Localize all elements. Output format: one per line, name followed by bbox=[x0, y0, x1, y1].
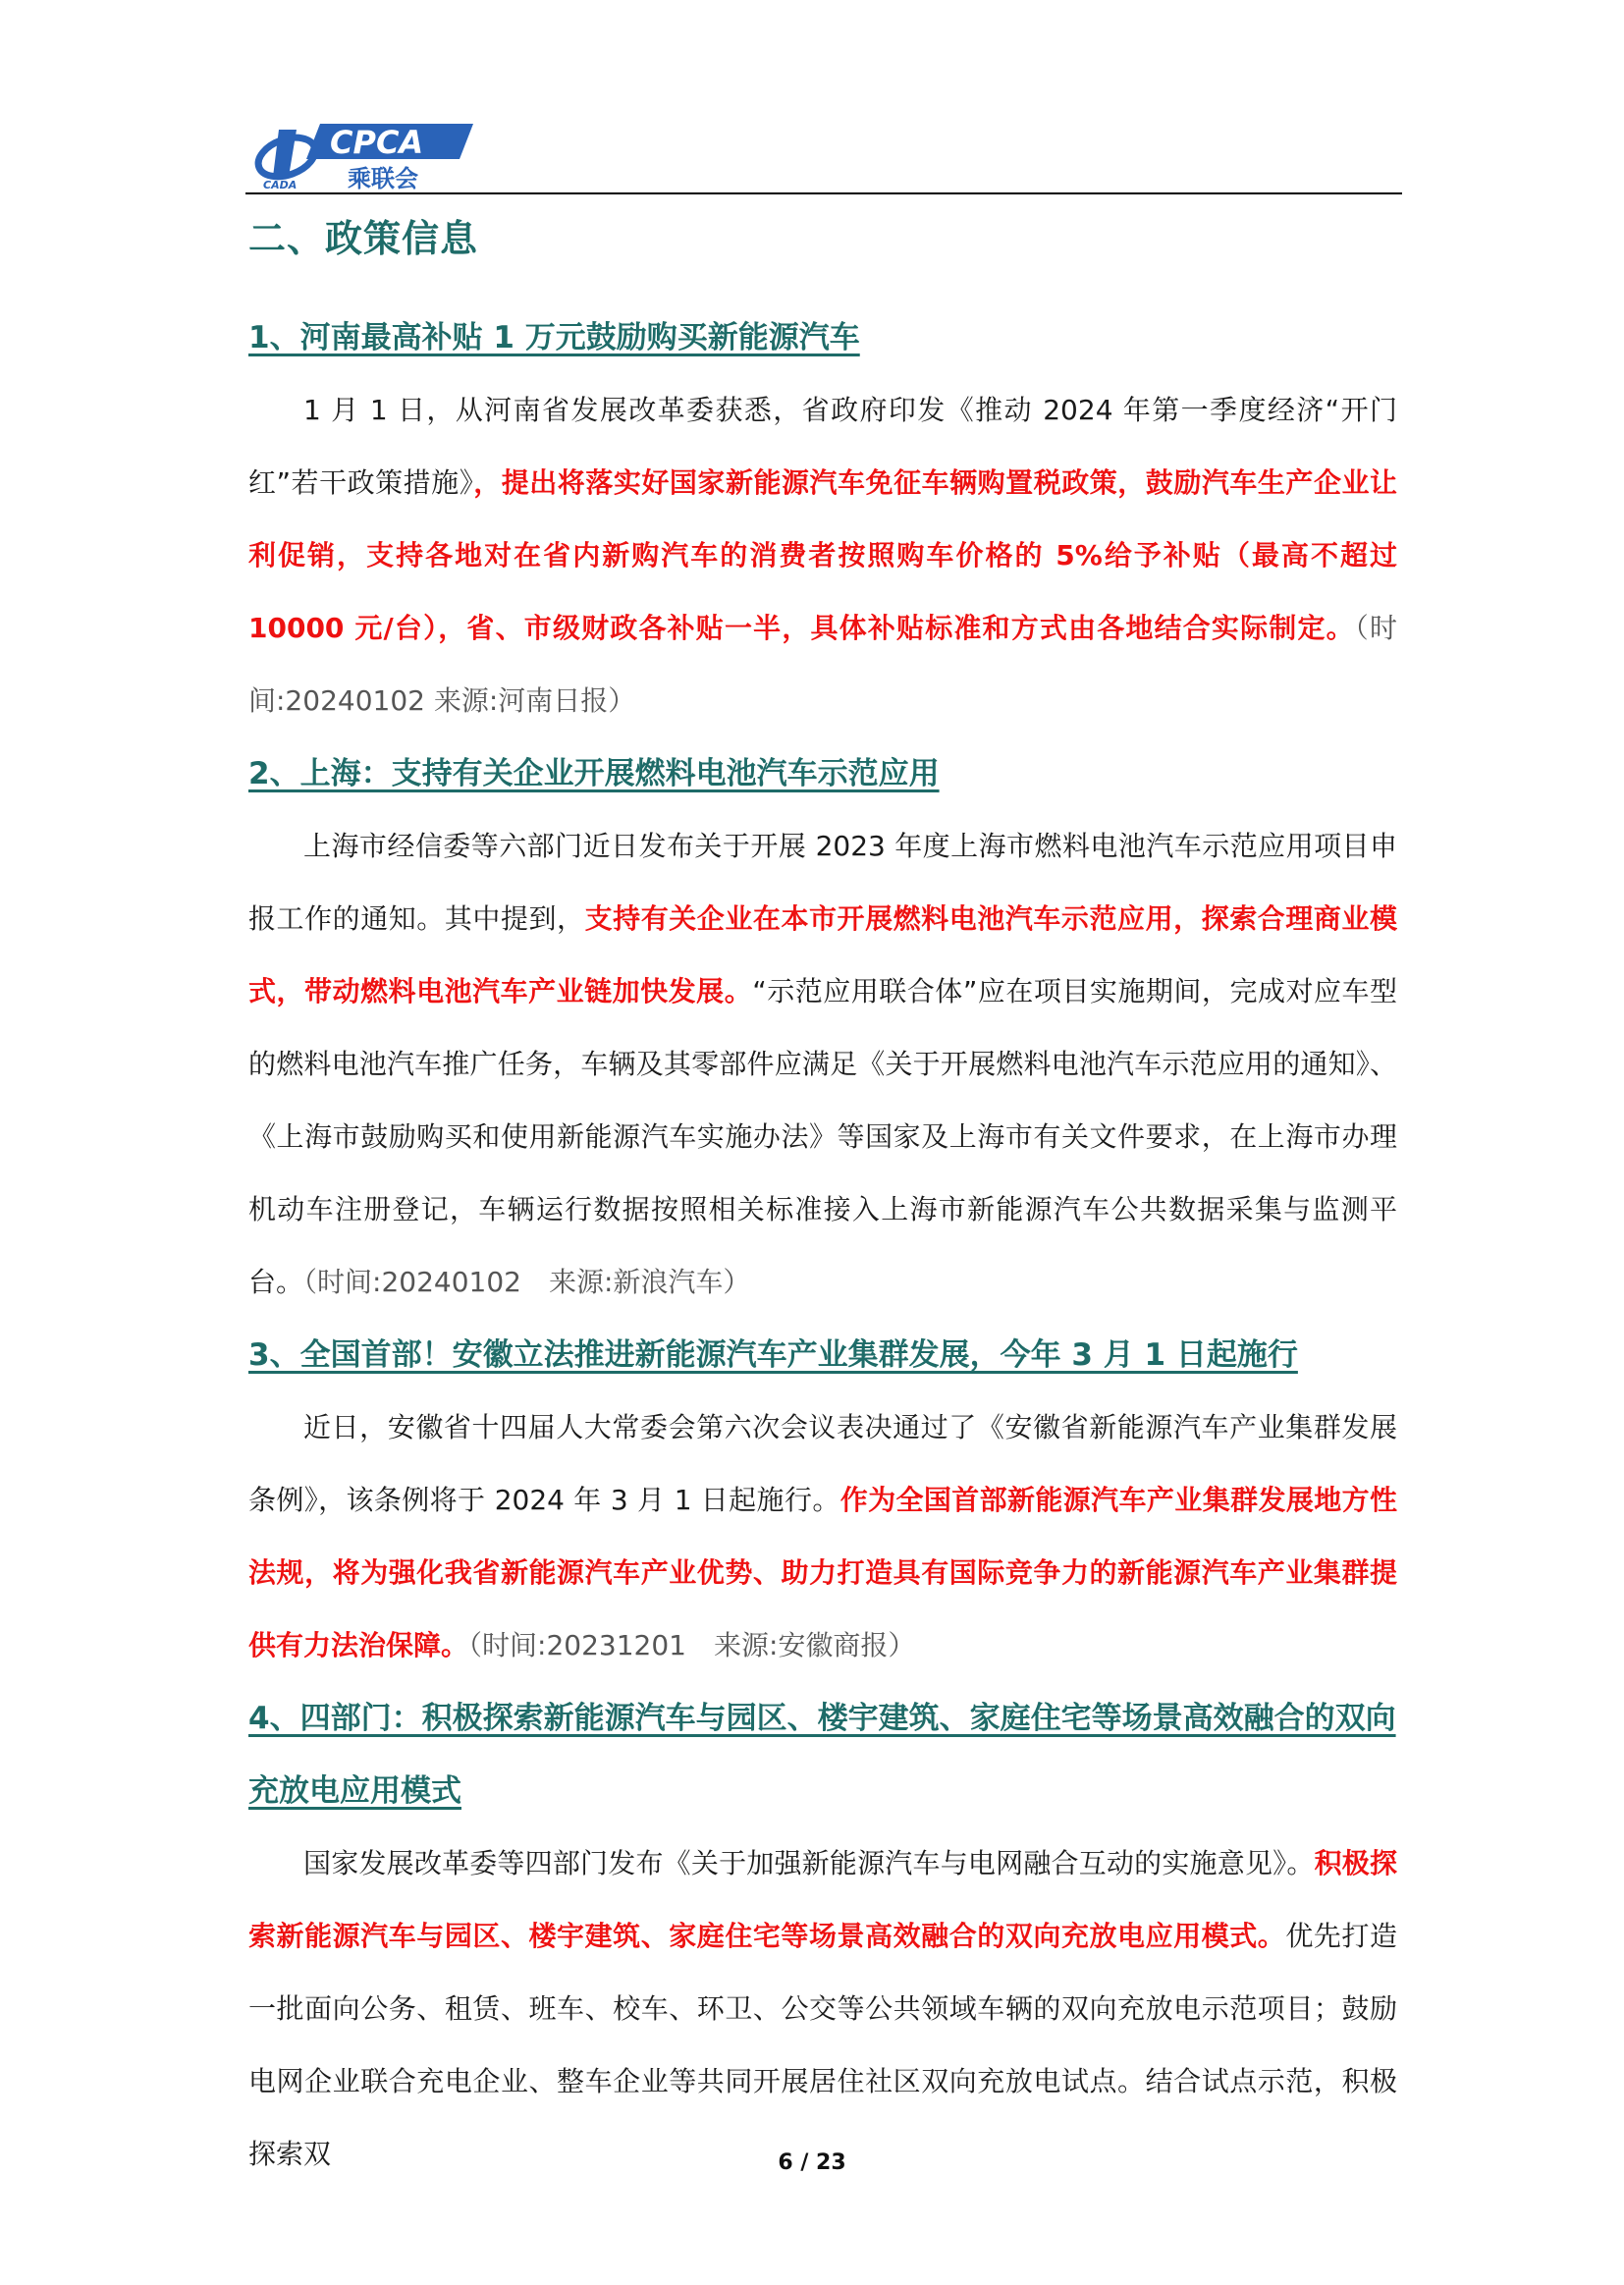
header-rule bbox=[245, 192, 1402, 194]
news-item-4 bbox=[248, 1682, 1397, 2191]
page-number: 6 / 23 bbox=[778, 2150, 846, 2175]
news-item-body: 1 月 1 日，从河南省发展改革委获悉，省政府印发《推动 2024 年第一季度经济“开门红”若干政策措施》，提出将落实好国家新能源汽车免征车辆购置税政策，鼓励汽车生产企业让利促销，支持各地对在省内新购汽车的消费者按照购车价格的 5%给予补贴（最高不超过 10000 元/台），省、市级财政各补贴一半，具体补贴标准和方式由各地结合实际制定。（时间:20240102 来源:河南日报） bbox=[248, 394, 1397, 717]
news-item-3 bbox=[248, 1319, 1397, 1682]
news-item-meta: （时间:20240102 来源:河南日报） bbox=[248, 612, 1397, 717]
news-item-body: 国家发展改革委等四部门发布《关于加强新能源汽车与电网融合互动的实施意见》。积极探索新能源汽车与园区、楼宇建筑、家庭住宅等场景高效融合的双向充放电应用模式。优先打造一批面向公务、租赁、班车、校车、环卫、公交等公共领域车辆的双向充放电示范项目；鼓励电网企业联合充电企业、整车企业等共同开展居住社区双向充放电试点。结合试点示范，积极探索双 bbox=[248, 1847, 1397, 2170]
news-item-title: 3、全国首部！安徽立法推进新能源汽车产业集群发展，今年 3 月 1 日起施行 bbox=[248, 1337, 1298, 1373]
cpca-logo bbox=[249, 116, 475, 192]
news-item-body: 上海市经信委等六部门近日发布关于开展 2023 年度上海市燃料电池汽车示范应用项目申报工作的通知。其中提到，支持有关企业在本市开展燃料电池汽车示范应用，探索合理商业模式，带动燃料电池汽车产业链加快发展。“示范应用联合体”应在项目实施期间，完成对应车型的燃料电池汽车推广任务，车辆及其零部件应满足《关于开展燃料电池汽车示范应用的通知》、《上海市鼓励购买和使用新能源汽车实施办法》等国家及上海市有关文件要求，在上海市办理机动车注册登记，车辆运行数据按照相关标准接入上海市新能源汽车公共数据采集与监测平台。（时间:20240102 来源:新浪汽车） bbox=[248, 830, 1397, 1298]
svg-text:CADA: CADA bbox=[263, 179, 298, 191]
news-item-body: 近日，安徽省十四届人大常委会第六次会议表决通过了《安徽省新能源汽车产业集群发展条例》，该条例将于 2024 年 3 月 1 日起施行。作为全国首部新能源汽车产业集群发展地方性法规，将为强化我省新能源汽车产业优势、助力打造具有国际竞争力的新能源汽车产业集群提供有力法治保障。（时间:20231201 来源:安徽商报） bbox=[248, 1411, 1397, 1661]
news-item-title: 2、上海：支持有关企业开展燃料电池汽车示范应用 bbox=[248, 756, 940, 791]
news-item-2 bbox=[248, 737, 1397, 1319]
section-title: 二、政策信息 bbox=[248, 217, 479, 260]
svg-text:CPCA: CPCA bbox=[330, 124, 424, 161]
news-item-title: 1、河南最高补贴 1 万元鼓励购买新能源汽车 bbox=[248, 320, 860, 355]
svg-text:乘联会: 乘联会 bbox=[348, 165, 418, 192]
news-item-meta: （时间:20240102 来源:新浪汽车） bbox=[303, 1266, 751, 1298]
page-content bbox=[248, 196, 1397, 2191]
page-header bbox=[245, 116, 1402, 194]
news-item-meta: （时间:20231201 来源:安徽商报） bbox=[468, 1629, 916, 1661]
news-item-1 bbox=[248, 301, 1397, 737]
news-item-title: 4、四部门：积极探索新能源汽车与园区、楼宇建筑、家庭住宅等场景高效融合的双向充放电应用模式 bbox=[248, 1701, 1396, 1809]
